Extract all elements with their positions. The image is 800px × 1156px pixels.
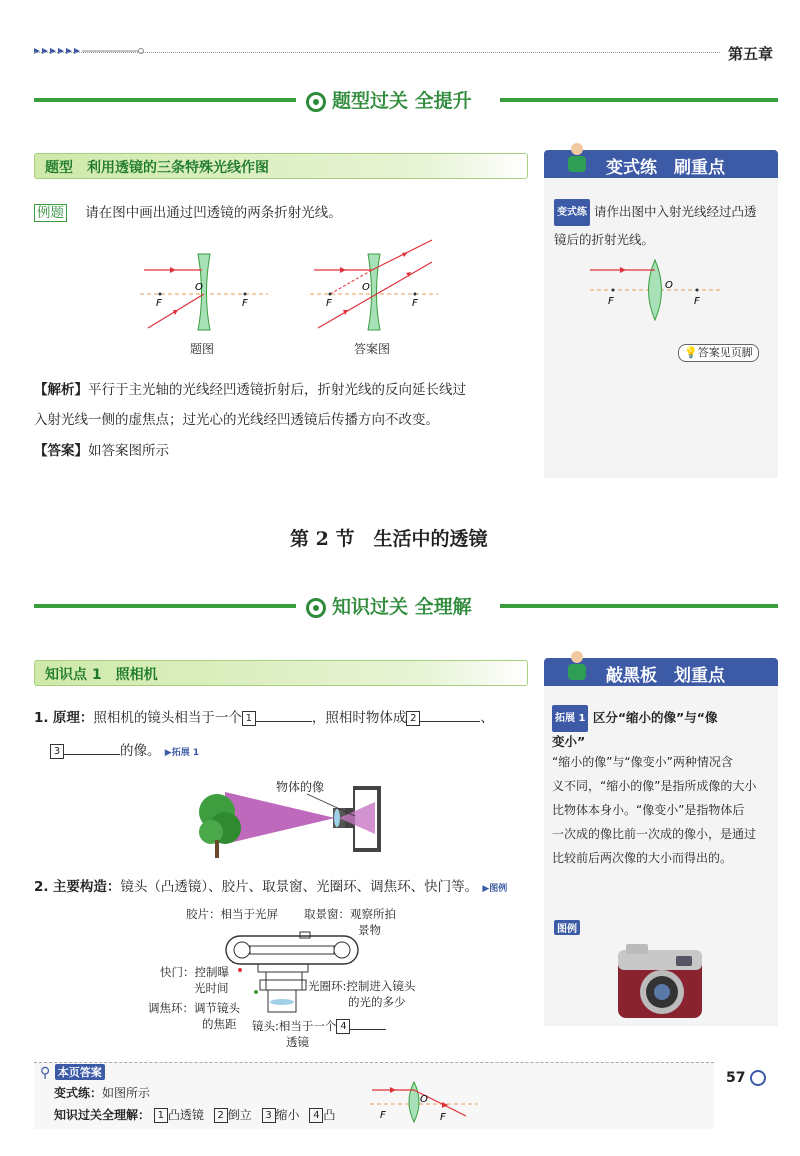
target-icon	[306, 598, 326, 618]
q-o: O	[195, 282, 203, 293]
answer-line	[34, 438, 169, 465]
sidebar2-line: “缩小的像”与“像变小”两种情况含	[552, 755, 733, 769]
a-f-right: F	[412, 298, 418, 309]
item2-num: 2.	[34, 879, 49, 895]
k1-item2-line	[34, 874, 507, 903]
answer-tag: 【答案】	[34, 443, 88, 459]
banner2	[306, 592, 472, 619]
banner2-line-right	[500, 604, 778, 608]
banner1-line-right	[500, 98, 778, 102]
knowledge1-bar	[34, 660, 528, 686]
k1-item1-line1	[34, 705, 494, 732]
example-line	[34, 200, 342, 227]
section1-title: 题型 利用透镜的三条特殊光线作图	[45, 160, 269, 176]
diag-focus-2: 的焦距	[202, 1017, 237, 1031]
swoosh-icon	[750, 1070, 766, 1086]
item1-head: 原理：	[52, 710, 94, 726]
sidebar1-line1: 请作出图中入射光线经过凸透	[593, 204, 757, 219]
q-f-right: F	[242, 298, 248, 309]
banner2-line-left	[34, 604, 296, 608]
fig-label-question: 题图	[190, 342, 215, 356]
sidebar2-ext-title-2: 变小”	[552, 734, 586, 749]
analysis-tag: 【解析】	[34, 382, 88, 398]
example-tag-label: 图例	[554, 920, 580, 935]
ext-title-1: 区分“缩小的像”与“像	[592, 710, 718, 725]
a-o: O	[362, 282, 370, 293]
student-icon	[564, 648, 590, 682]
sb-lens-o: O	[665, 280, 673, 291]
diag-viewfinder-2: 景物	[358, 923, 381, 937]
item2-text: 镜头（凸透镜）、胶片、取景窗、光圈环、调焦环、快门等。	[120, 879, 479, 895]
footer-line2-head: 知识过关全理解：	[54, 1108, 151, 1122]
footer-answer-text: 缩小	[275, 1108, 300, 1122]
analysis-line2: 入射光线一侧的虚焦点；过光心的光线经凹透镜后传播方向不改变。	[34, 412, 439, 428]
bulb-icon: 💡	[684, 346, 698, 359]
item2-head: 主要构造：	[52, 879, 121, 895]
ft-f-right: F	[440, 1112, 446, 1123]
blank1-field[interactable]	[256, 721, 312, 722]
item1-text-d: 的像。	[120, 743, 161, 759]
item1-text-c: 、	[480, 710, 494, 726]
footer-answer-num: 4	[309, 1108, 323, 1123]
sidebar2-line: 比物体本身小。“像变小”是指物体后	[552, 803, 745, 817]
concave-lens-question	[140, 250, 270, 335]
camera-photo	[616, 940, 704, 1022]
banner2-title: 知识过关 全理解	[332, 596, 472, 618]
answer-text: 如答案图所示	[88, 443, 169, 459]
target-icon	[306, 92, 326, 112]
blank4-num: 4	[336, 1019, 350, 1034]
diag-lens-2: 透镜	[286, 1035, 309, 1049]
diag-aperture-2: 的光的多少	[348, 995, 406, 1009]
convex-lens-diagram	[580, 258, 730, 328]
sidebar1-header	[544, 150, 778, 178]
sidebar1-answer-note[interactable]	[678, 344, 759, 362]
blank1-num: 1	[242, 711, 256, 726]
diag-shutter-2: 光时间	[194, 981, 229, 995]
footer-tag-label: 本页答案	[55, 1064, 105, 1080]
blank3-num: 3	[50, 744, 64, 759]
knowledge1-title: 知识点 1 照相机	[45, 667, 158, 683]
sidebar2-header	[544, 658, 778, 686]
sidebar1-tag: 变式练	[554, 199, 590, 226]
sidebar1-text-2: 镜后的折射光线。	[554, 232, 655, 247]
answer-note-text: 答案见页脚	[697, 346, 753, 359]
sb-lens-f-right: F	[694, 296, 700, 307]
example-text: 请在图中画出通过凹透镜的两条折射光线。	[85, 205, 342, 221]
item1-text-b: ，照相时物体成	[311, 710, 407, 726]
footer-convex-lens-answer	[370, 1080, 480, 1124]
diag-viewfinder-1: 取景窗：观察所拍	[304, 907, 396, 921]
page-number-text: 57	[726, 1070, 746, 1086]
section-title: 第 2 节 生活中的透镜	[290, 528, 488, 550]
diag-aperture-1: 光圈环:控制进入镜头	[308, 979, 416, 993]
analysis-line1	[34, 377, 466, 404]
page-number	[726, 1070, 766, 1086]
key-icon: ⚲	[40, 1065, 51, 1081]
analysis-text-1: 平行于主光轴的光线经凹透镜折射后，折射光线的反向延长线过	[88, 382, 466, 398]
footer-answer-text: 倒立	[227, 1108, 252, 1122]
blank3-field[interactable]	[64, 754, 120, 755]
footer-answer-num: 2	[214, 1108, 228, 1123]
sidebar2-line: 义不同，“缩小的像”是指所成像的大小	[552, 779, 757, 793]
footer-line2	[54, 1106, 335, 1123]
footer-line1-head: 变式练：	[54, 1086, 103, 1100]
ft-f-left: F	[380, 1110, 386, 1121]
sidebar2-line: 一次成的像比前一次成的像小，是通过	[552, 827, 757, 841]
sidebar1-text-1	[554, 198, 757, 226]
footer-answer-text: 凸透镜	[167, 1108, 204, 1122]
sidebar1-title: 变式练 刷重点	[606, 158, 725, 178]
header-chapter: 第五章	[728, 45, 774, 63]
arrow-dots-icon	[34, 46, 144, 56]
a-f-left: F	[326, 298, 332, 309]
footer-tag	[40, 1064, 105, 1081]
diag-lens-text: 镜头:相当于一个	[252, 1019, 337, 1033]
footer-answer-text: 凸	[323, 1108, 336, 1122]
banner1-line-left	[34, 98, 296, 102]
header-rule	[34, 52, 720, 53]
sidebar2-example-tag	[554, 920, 580, 937]
diag-shutter-1: 快门：控制曝	[160, 965, 229, 979]
footer-answer-num: 3	[262, 1108, 276, 1123]
diag-focus-1: 调焦环：调节镜头	[148, 1001, 240, 1015]
diag-lens-1	[252, 1018, 386, 1034]
item1-ref-link[interactable]: ▶拓展 1	[164, 748, 200, 758]
example-tag: 例题	[34, 204, 67, 222]
item1-num: 1.	[34, 710, 49, 726]
item2-ref-link[interactable]: ▶图例	[482, 884, 508, 894]
ext-tag: 拓展 1	[552, 705, 588, 732]
banner1	[306, 86, 472, 113]
fig-label-answer: 答案图	[354, 342, 391, 356]
sidebar2-title: 敲黑板 划重点	[606, 666, 725, 686]
item1-text-a: 照相机的镜头相当于一个	[93, 710, 242, 726]
footer-answer-num: 1	[154, 1108, 168, 1123]
k1-item1-line2	[50, 738, 199, 767]
ft-o: O	[420, 1094, 428, 1105]
blank2-field[interactable]	[420, 721, 480, 722]
banner1-title: 题型过关 全提升	[332, 90, 472, 112]
camera-image-label: 物体的像	[276, 780, 325, 794]
q-f-left: F	[156, 298, 162, 309]
blank4-field[interactable]	[350, 1029, 386, 1030]
footer-line1-text: 如图所示	[102, 1086, 151, 1100]
sb-lens-f-left: F	[608, 296, 614, 307]
section1-bar	[34, 153, 528, 179]
footer-line1	[54, 1084, 150, 1101]
diag-film: 胶片：相当于光屏	[186, 907, 278, 921]
blank2-num: 2	[406, 711, 420, 726]
concave-lens-answer	[310, 234, 440, 335]
student-icon	[564, 140, 590, 174]
sidebar2-line: 比较前后两次像的大小而得出的。	[552, 851, 733, 865]
